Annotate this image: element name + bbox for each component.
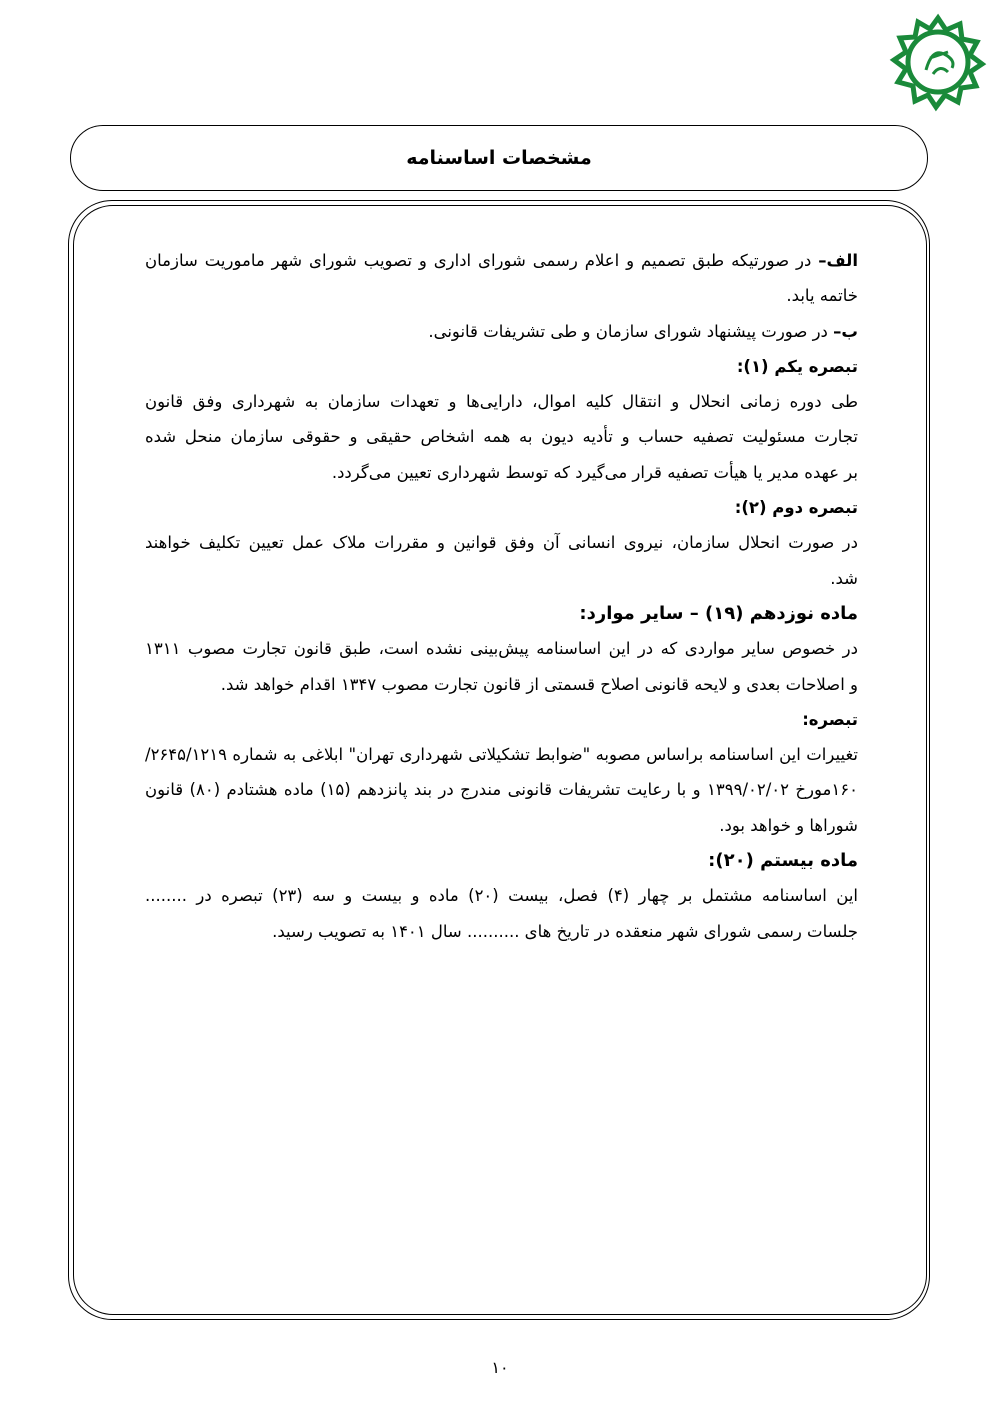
text-line bbox=[145, 243, 858, 278]
text-line bbox=[145, 384, 858, 419]
text-line bbox=[145, 455, 858, 490]
text-line bbox=[145, 878, 858, 913]
line-text: در صورتیکه طبق تصمیم و اعلام رسمی شورای اداری و تصویب شورای شهر ماموریت سازمان bbox=[145, 251, 819, 270]
text-line bbox=[145, 349, 858, 384]
bold-label: الف– bbox=[818, 251, 858, 270]
tehran-municipality-logo bbox=[888, 12, 988, 112]
line-text: تجارت مسئولیت تصفیه حساب و تأدیه دیون به همه اشخاص حقیقی و حقوقی سازمان منحل شده bbox=[145, 427, 858, 447]
text-line bbox=[145, 314, 858, 349]
line-text: بر عهده مدیر یا هیأت تصفیه قرار می‌گیرد که توسط شهرداری تعیین می‌گردد. bbox=[331, 462, 858, 482]
text-line bbox=[145, 561, 858, 596]
page-number: ۱۰ bbox=[491, 1358, 509, 1377]
text-line bbox=[145, 631, 858, 666]
page-title: مشخصات اساسنامه bbox=[406, 147, 592, 169]
line-text: در صورت انحلال سازمان، نیروی انسانی آن وفق قوانین و مقررات ملاک عمل تعیین تکلیف خواهند bbox=[145, 533, 858, 553]
bold-label: تبصره یکم (۱): bbox=[736, 356, 858, 376]
bold-label: تبصره دوم (۲): bbox=[734, 498, 858, 518]
line-text: در صورت پیشنهاد شورای سازمان و طی تشریفات قانونی. bbox=[428, 321, 834, 341]
line-text: در خصوص سایر مواردی که در این اساسنامه پیش‌بینی نشده است، طبق قانون تجارت مصوب ۱۳۱۱ bbox=[145, 639, 858, 659]
article-heading bbox=[145, 596, 858, 631]
bold-label: ب– bbox=[833, 321, 858, 341]
section-title-box bbox=[70, 125, 928, 191]
text-line bbox=[145, 914, 858, 949]
line-text: و اصلاحات بعدی و لایحه قانونی اصلاح قسمتی از قانون تجارت مصوب ۱۳۴۷ اقدام خواهد شد. bbox=[220, 674, 858, 694]
line-text: طی دوره زمانی انحلال و انتقال کلیه اموال، دارایی‌ها و تعهدات سازمان به شهرداری وفق قانون bbox=[145, 392, 858, 412]
line-text: جلسات رسمی شورای شهر منعقده در تاریخ های .......... سال ۱۴۰۱ به تصویب رسید. bbox=[272, 921, 858, 941]
heading-text: ماده بیستم (۲۰): bbox=[708, 850, 858, 872]
document-body bbox=[145, 243, 858, 949]
text-line bbox=[145, 737, 858, 772]
text-line bbox=[145, 772, 858, 807]
line-text: شوراها و خواهد بود. bbox=[719, 815, 858, 835]
article-heading bbox=[145, 843, 858, 878]
line-text: ۱۶۰مورخ ۱۳۹۹/۰۲/۰۲ و با رعایت تشریفات قانونی مندرج در بند پانزدهم (۱۵) ماده هشتادم (۸۰) قانون bbox=[145, 780, 858, 800]
line-text: خاتمه یابد. bbox=[786, 286, 858, 306]
line-text: تغییرات این اساسنامه براساس مصوبه "ضوابط تشکیلاتی شهرداری تهران" ابلاغی به شماره ۲۶۴۵/۱۲۱۹/ bbox=[145, 745, 858, 765]
text-line bbox=[145, 702, 858, 737]
text-line bbox=[145, 490, 858, 525]
line-text: این اساسنامه مشتمل بر چهار (۴) فصل، بیست (۲۰) ماده و بیست و سه (۲۳) تبصره در ........ bbox=[145, 886, 859, 906]
text-line bbox=[145, 667, 858, 702]
text-line bbox=[145, 808, 858, 843]
text-line bbox=[145, 278, 858, 313]
line-text: شد. bbox=[830, 568, 858, 588]
bold-label: تبصره: bbox=[802, 709, 858, 729]
text-line bbox=[145, 419, 858, 454]
text-line bbox=[145, 525, 858, 560]
heading-text: ماده نوزدهم (۱۹) – سایر موارد: bbox=[579, 602, 858, 624]
